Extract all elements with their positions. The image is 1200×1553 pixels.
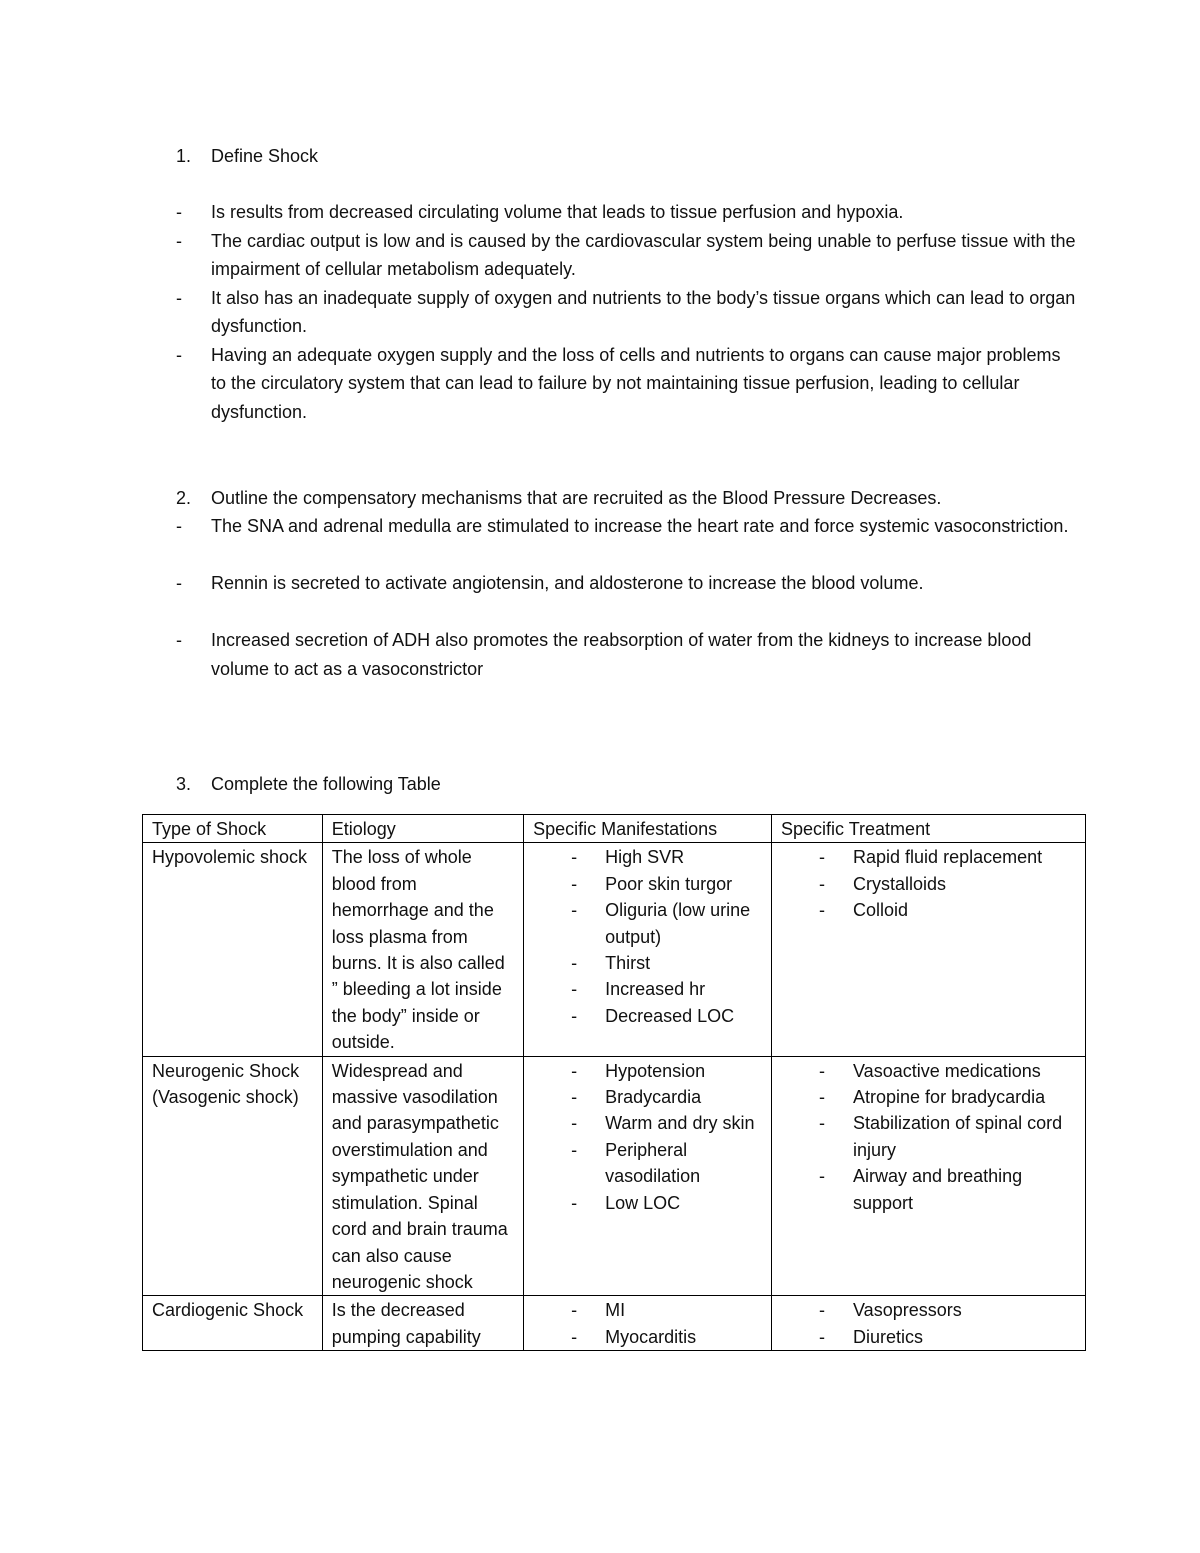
manifestations-cell	[524, 1056, 772, 1296]
list-item: - Thirst	[533, 950, 762, 976]
list-item: - The SNA and adrenal medulla are stimulated to increase the heart rate and force systemic vasoconstriction.	[176, 512, 1076, 541]
list-item: - Increased secretion of ADH also promotes the reabsorption of water from the kidneys to increase blood volume to act as a vasoconstrictor	[176, 626, 1076, 683]
manifestations-cell	[524, 1296, 772, 1351]
question-2-answer-list	[176, 512, 1076, 683]
table-row	[143, 1296, 1086, 1351]
list-item: - High SVR	[533, 844, 762, 870]
shock-table	[142, 814, 1086, 1351]
question-1-heading	[176, 142, 318, 170]
question-3-title: Complete the following Table	[211, 774, 441, 794]
list-item: - Low LOC	[533, 1190, 762, 1216]
list-item: - Hypotension	[533, 1058, 762, 1084]
etiology-cell: Is the decreased pumping capability	[322, 1296, 523, 1351]
list-item: - Crystalloids	[781, 871, 1076, 897]
table-header-row	[143, 815, 1086, 843]
header-etiology: Etiology	[322, 815, 523, 843]
list-item: - Decreased LOC	[533, 1003, 762, 1029]
table-row	[143, 843, 1086, 1056]
list-item: - Increased hr	[533, 976, 762, 1002]
question-1-title: Define Shock	[211, 146, 319, 166]
list-item: - Poor skin turgor	[533, 871, 762, 897]
question-1-answer-list	[176, 198, 1076, 426]
question-2-title: Outline the compensatory mechanisms that are recruited as the Blood Pressure Decreases.	[211, 488, 942, 508]
list-item: - Rennin is secreted to activate angiotensin, and aldosterone to increase the blood volume.	[176, 569, 1076, 598]
treatment-cell	[772, 1056, 1086, 1296]
list-item: - Myocarditis	[533, 1324, 762, 1350]
list-item: - Vasoactive medications	[781, 1058, 1076, 1084]
list-item: - Airway and breathing support	[781, 1163, 1076, 1216]
list-item: - Peripheral vasodilation	[533, 1137, 762, 1190]
list-item: - Rapid fluid replacement	[781, 844, 1076, 870]
list-item: - Warm and dry skin	[533, 1110, 762, 1136]
header-type-of-shock: Type of Shock	[143, 815, 323, 843]
question-1-number: 1.	[176, 146, 192, 166]
question-3-number: 3.	[176, 774, 192, 794]
etiology-cell: The loss of whole blood from hemorrhage and the loss plasma from burns. It is also called ” bleeding a lot inside the body” inside or outside.	[322, 843, 523, 1056]
header-specific-treatment: Specific Treatment	[772, 815, 1086, 843]
list-item: - Stabilization of spinal cord injury	[781, 1110, 1076, 1163]
list-item: - Oliguria (low urine output)	[533, 897, 762, 950]
list-item: - Bradycardia	[533, 1084, 762, 1110]
list-item: - Atropine for bradycardia	[781, 1084, 1076, 1110]
question-3-heading	[176, 770, 441, 798]
treatment-cell	[772, 843, 1086, 1056]
shock-type-cell: Neurogenic Shock (Vasogenic shock)	[143, 1056, 323, 1296]
list-item: - Is results from decreased circulating volume that leads to tissue perfusion and hypoxia.	[176, 198, 1076, 227]
etiology-cell: Widespread and massive vasodilation and parasympathetic overstimulation and sympathetic under stimulation. Spinal cord and brain trauma can also cause neurogenic shock	[322, 1056, 523, 1296]
list-item: - Colloid	[781, 897, 1076, 923]
list-item: - The cardiac output is low and is caused by the cardiovascular system being unable to perfuse tissue with the impairment of cellular metabolism adequately.	[176, 227, 1076, 284]
header-specific-manifestations: Specific Manifestations	[524, 815, 772, 843]
list-item: - Diuretics	[781, 1324, 1076, 1350]
table-row	[143, 1056, 1086, 1296]
shock-type-cell: Hypovolemic shock	[143, 843, 323, 1056]
question-2-heading	[176, 484, 941, 512]
question-2-number: 2.	[176, 488, 192, 508]
list-item: - It also has an inadequate supply of oxygen and nutrients to the body’s tissue organs which can lead to organ dysfunction.	[176, 284, 1076, 341]
list-item: - MI	[533, 1297, 762, 1323]
list-item: - Vasopressors	[781, 1297, 1076, 1323]
list-item: - Having an adequate oxygen supply and the loss of cells and nutrients to organs can cause major problems to the circulatory system that can lead to failure by not maintaining tissue perfusion, leading to cellular dysfunction.	[176, 341, 1076, 427]
treatment-cell	[772, 1296, 1086, 1351]
manifestations-cell	[524, 843, 772, 1056]
shock-type-cell: Cardiogenic Shock	[143, 1296, 323, 1351]
